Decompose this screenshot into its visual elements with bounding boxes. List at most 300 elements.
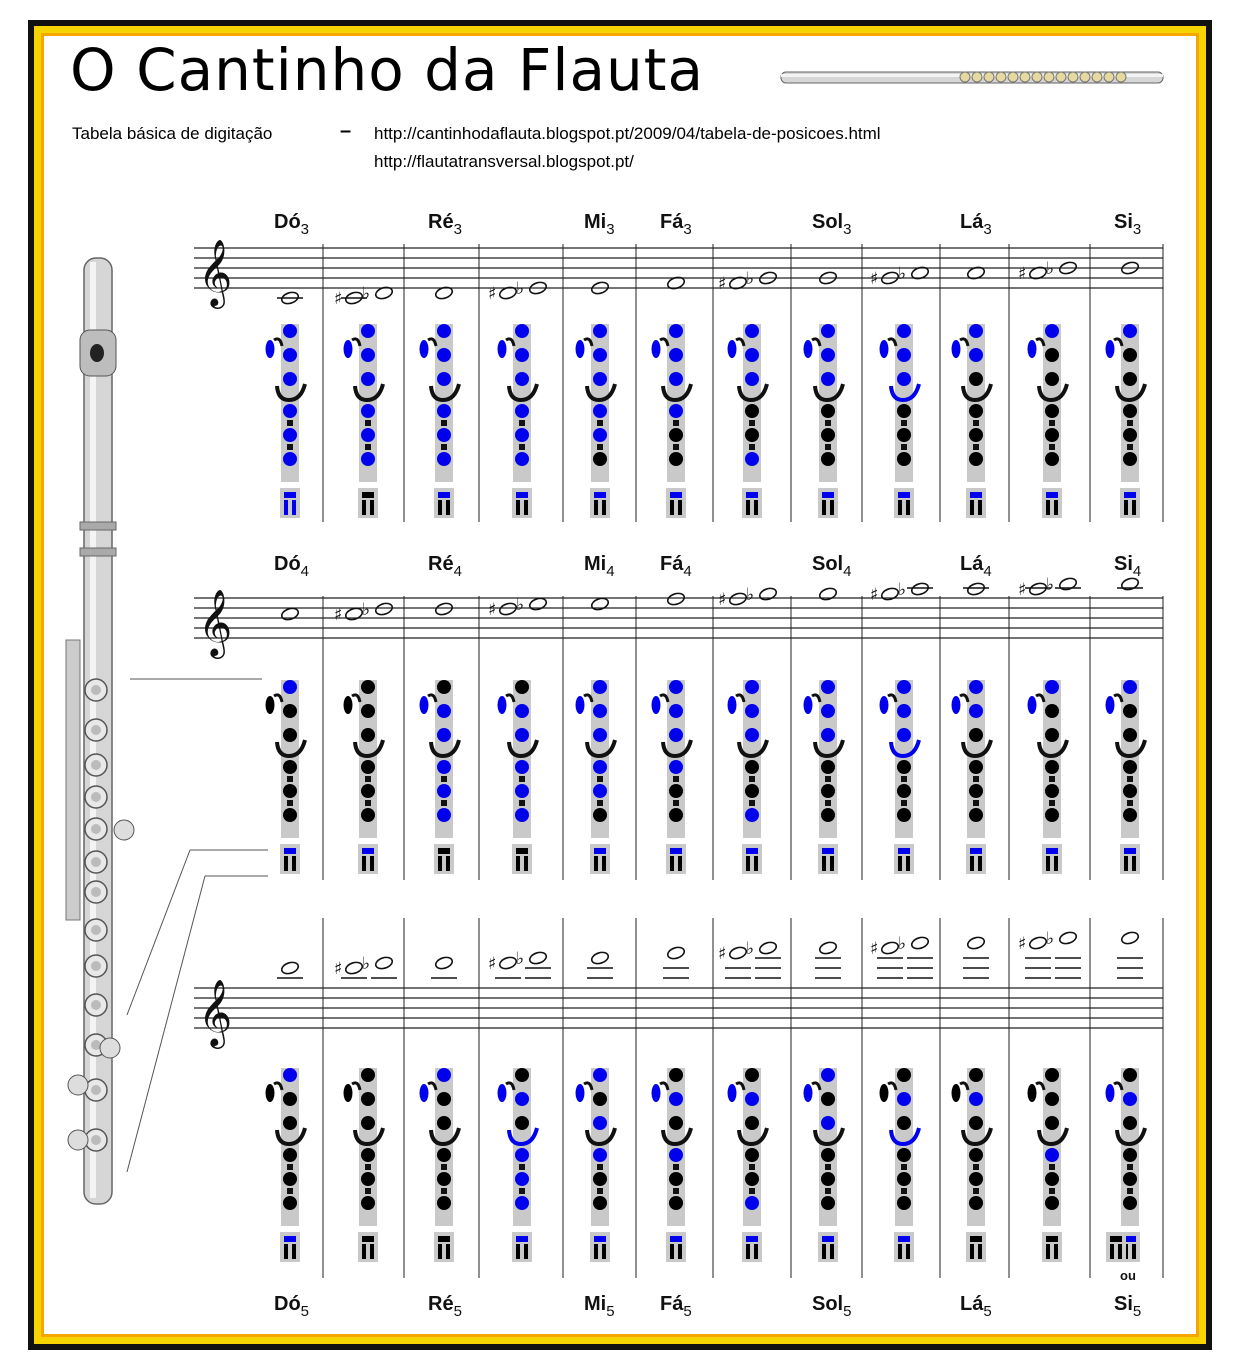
thumb-key [804,696,813,714]
finger-key [1045,1092,1059,1106]
finger-key [437,784,451,798]
c-key [1110,1244,1114,1259]
finger-key [1045,1148,1059,1162]
finger-key [283,1148,297,1162]
sharp-sign: ♯ [1018,580,1027,600]
finger-key [515,704,529,718]
finger-key [969,680,983,694]
note-head [344,606,363,621]
finger-key [283,704,297,718]
finger-key [897,1172,911,1186]
trill-key [901,420,907,426]
finger-key [969,1196,983,1210]
flute-key [972,72,982,82]
finger-key [745,728,759,742]
finger-key [593,1068,607,1082]
c-key [822,500,826,515]
trill-key [901,1164,907,1170]
cs-key [524,500,528,515]
thumb-lever [812,695,820,702]
note-head [1028,935,1047,950]
finger-key [361,1092,375,1106]
finger-key [969,760,983,774]
thumb-lever [274,1083,282,1090]
note-head [280,960,299,975]
thumb-lever [584,695,592,702]
note-head [344,960,363,975]
finger-key [283,404,297,418]
sharp-sign: ♯ [334,605,343,625]
finger-key [821,372,835,386]
flute-key [100,1038,120,1058]
finger-key [593,404,607,418]
sharp-sign: ♯ [334,289,343,309]
note-head [374,955,393,970]
c-key [284,1244,288,1259]
thumb-lever [736,339,744,346]
finger-key [897,784,911,798]
finger-key [515,372,529,386]
eb-key [898,848,910,854]
finger-key [745,404,759,418]
note-label-0-6: $Si_3$ [1114,211,1142,238]
finger-key [361,680,375,694]
finger-key [593,428,607,442]
flat-sign: ♭ [746,939,755,959]
finger-key [593,1196,607,1210]
finger-key [669,760,683,774]
trill-key [673,800,679,806]
flute-key [1044,72,1054,82]
finger-key [1045,784,1059,798]
finger-key [1123,428,1137,442]
trill-key [441,444,447,450]
c-key [898,856,902,871]
thumb-lever [960,1083,968,1090]
thumb-lever [428,339,436,346]
c-key [516,856,520,871]
finger-key [821,784,835,798]
trill-key [1049,800,1055,806]
trill-key [1127,1164,1133,1170]
finger-key [515,1092,529,1106]
finger-key [969,728,983,742]
fingering-row1-col5 [576,324,616,518]
finger-key [669,1092,683,1106]
finger-key [361,1196,375,1210]
fingering-row2-col2 [344,680,384,874]
finger-key [897,1092,911,1106]
note-head [880,586,899,601]
finger-key [745,1092,759,1106]
finger-key [821,760,835,774]
key-rods [66,640,80,920]
finger-key [969,1116,983,1130]
flute-key [68,1130,88,1150]
sharp-sign: ♯ [488,954,497,974]
thumb-lever [584,1083,592,1090]
eb-key [362,848,374,854]
finger-key [821,1068,835,1082]
finger-key [593,348,607,362]
note-head [880,940,899,955]
finger-key [821,404,835,418]
trill-key [749,1188,755,1194]
eb-key [438,492,450,498]
fingering-row3-col8 [804,1068,844,1262]
finger-key [1045,404,1059,418]
finger-key [669,452,683,466]
note-label-1-1: $Ré_4$ [428,553,462,580]
finger-key [593,1116,607,1130]
fingering-row1-col6 [652,324,692,518]
finger-key [1123,1172,1137,1186]
thumb-lever [888,339,896,346]
treble-clef: 𝄞 [198,238,233,306]
cs-key [754,856,758,871]
trill-key [1127,776,1133,782]
eb-key [970,492,982,498]
sharp-sign: ♯ [1018,934,1027,954]
note-label-2-6: $Si_5$ [1114,1293,1142,1320]
finger-key [361,1172,375,1186]
thumb-key [576,1084,585,1102]
c-key [362,856,366,871]
thumb-lever [660,339,668,346]
trill-key [441,800,447,806]
finger-key [669,728,683,742]
cs-key [446,1244,450,1259]
trill-key [825,1188,831,1194]
trill-key [973,776,979,782]
flat-sign: ♭ [746,585,755,605]
finger-key [897,428,911,442]
flat-sign: ♭ [746,269,755,289]
sharp-sign: ♯ [1018,264,1027,284]
finger-key [745,808,759,822]
finger-key [593,784,607,798]
finger-key [897,452,911,466]
finger-key [515,1148,529,1162]
finger-key [897,404,911,418]
finger-key [1123,348,1137,362]
finger-key [745,680,759,694]
trill-key [749,800,755,806]
c-key [284,500,288,515]
trill-key [825,420,831,426]
finger-key [283,1116,297,1130]
finger-key [669,428,683,442]
finger-key [669,704,683,718]
eb-key [746,848,758,854]
note-label-1-0: $Dó_4$ [274,553,310,580]
finger-key [897,1116,911,1130]
note-label-2-3: $Fá_5$ [660,1293,692,1320]
eb-key [822,1236,834,1242]
finger-key [1123,680,1137,694]
eb-key [1046,492,1058,498]
link-flauta-transversal[interactable]: http://flautatransversal.blogspot.pt/ [374,152,634,171]
thumb-lever [736,695,744,702]
finger-key [969,404,983,418]
finger-key [437,1116,451,1130]
subtitle: Tabela básica de digitação [72,124,273,143]
finger-key [1045,808,1059,822]
finger-key [515,784,529,798]
trill-key [673,420,679,426]
trill-key [287,1164,293,1170]
finger-key [437,808,451,822]
thumb-key [880,340,889,358]
finger-key [361,760,375,774]
thumb-lever [274,695,282,702]
finger-key [821,680,835,694]
note-head [528,596,547,611]
finger-key [745,1196,759,1210]
c-key [594,856,598,871]
c-key [970,500,974,515]
fingering-row3-col3 [420,1068,460,1262]
finger-key [1123,1068,1137,1082]
cs-key [524,1244,528,1259]
cs-key [524,856,528,871]
finger-key [821,704,835,718]
fingering-row3-col11 [1028,1068,1068,1262]
note-label-0-4: Sol$_3$ [812,211,852,238]
finger-key [361,784,375,798]
trill-key [441,1164,447,1170]
note-head [728,945,747,960]
finger-key [437,348,451,362]
finger-key [821,1092,835,1106]
cs-key [1132,856,1136,871]
finger-key [437,680,451,694]
thumb-lever [888,695,896,702]
thumb-lever [812,1083,820,1090]
sharp-sign: ♯ [870,939,879,959]
note-label-0-5: $Lá_3$ [960,211,992,238]
thumb-lever [736,1083,744,1090]
treble-clef: 𝄞 [198,588,233,656]
trill-key [365,1164,371,1170]
fingering-row2-col12 [1106,680,1146,874]
thumb-key [728,340,737,358]
finger-key [669,680,683,694]
sharp-sign: ♯ [870,585,879,605]
finger-key [515,680,529,694]
finger-key [283,760,297,774]
trill-key [597,776,603,782]
note-head [758,940,777,955]
thumb-lever [1114,695,1122,702]
trill-key [365,444,371,450]
finger-key [1045,428,1059,442]
thumb-key [652,1084,661,1102]
dash-separator: – [340,120,352,142]
c-key [516,1244,520,1259]
finger-key [821,808,835,822]
finger-key [593,760,607,774]
thumb-key [344,1084,353,1102]
note-head [910,935,929,950]
finger-key [821,324,835,338]
fingering-row3-col7 [728,1068,768,1262]
trill-key [1049,1188,1055,1194]
flat-sign: ♭ [362,600,371,620]
fingering-row1-col7 [728,324,768,518]
note-head [1058,576,1077,591]
cs-key [906,1244,910,1259]
c-key [438,500,442,515]
cs-key [978,1244,982,1259]
thumb-key [576,696,585,714]
embouchure-hole [90,344,104,362]
c-key [284,856,288,871]
trill-key [597,1188,603,1194]
note-label-1-3: $Fá_4$ [660,553,692,580]
trill-key [365,1188,371,1194]
fingering-row2-col4 [498,680,538,874]
treble-clef: 𝄞 [198,978,233,1046]
eb-key [670,848,682,854]
eb-key [970,1236,982,1242]
trill-key [749,1164,755,1170]
sharp-sign: ♯ [718,590,727,610]
finger-key [897,348,911,362]
sharp-sign: ♯ [488,600,497,620]
eb-key [516,1236,528,1242]
cs-key [978,500,982,515]
finger-key [669,1172,683,1186]
note-label-0-2: $Mi_3$ [584,211,615,238]
trill-key [673,1164,679,1170]
fingering-row2-col6 [652,680,692,874]
thumb-key [344,340,353,358]
eb-key [1046,1236,1058,1242]
trill-key [749,420,755,426]
finger-key [897,728,911,742]
finger-key [821,1148,835,1162]
finger-key [437,428,451,442]
finger-key [969,428,983,442]
trill-key [901,1188,907,1194]
finger-key [669,1148,683,1162]
eb-key [970,848,982,854]
thumb-key [420,1084,429,1102]
finger-key [1045,372,1059,386]
eb-key [594,1236,606,1242]
thumb-key [952,1084,961,1102]
finger-key [1045,760,1059,774]
cs-key [978,856,982,871]
finger-key [745,760,759,774]
trill-key [1049,1164,1055,1170]
trill-key [673,444,679,450]
trill-key [287,420,293,426]
eb-key [362,1236,374,1242]
fingering-row3-col2 [344,1068,384,1262]
trill-key [825,444,831,450]
finger-key [593,1148,607,1162]
finger-key [437,372,451,386]
eb-key [746,1236,758,1242]
trill-key [749,776,755,782]
flute-key [114,820,134,840]
finger-key [593,1092,607,1106]
finger-key [1045,1172,1059,1186]
trill-key [519,1164,525,1170]
note-head [498,601,517,616]
finger-key [593,680,607,694]
finger-key [283,324,297,338]
finger-key [969,348,983,362]
thumb-key [804,340,813,358]
finger-key [283,808,297,822]
thumb-key [498,1084,507,1102]
thumb-lever [1036,1083,1044,1090]
note-label-2-4: Sol$_5$ [812,1293,852,1320]
fingering-row2-col7 [728,680,768,874]
c-key [1046,856,1050,871]
thumb-lever [888,1083,896,1090]
finger-key [745,784,759,798]
finger-key [515,404,529,418]
trill-key [973,1164,979,1170]
flat-sign: ♭ [1046,259,1055,279]
flat-sign: ♭ [516,595,525,615]
finger-key [361,1068,375,1082]
thumb-key [576,340,585,358]
fingering-row3-col6 [652,1068,692,1262]
finger-key [515,1068,529,1082]
thumb-lever [352,339,360,346]
staff-octave-3 [194,238,1163,309]
finger-key [669,784,683,798]
thumb-key [1028,1084,1037,1102]
finger-key [745,324,759,338]
thumb-key [952,696,961,714]
c-key [746,500,750,515]
c-key [746,856,750,871]
finger-key [669,324,683,338]
fingering-row3-col1 [266,1068,306,1262]
thumb-lever [352,695,360,702]
cs-key [602,1244,606,1259]
trill-key [597,1164,603,1170]
thumb-lever [506,339,514,346]
finger-key [437,324,451,338]
note-label-2-2: $Mi_5$ [584,1293,615,1320]
note-label-0-0: $Dó_3$ [274,211,310,238]
finger-key [1045,728,1059,742]
trill-key [825,1164,831,1170]
link-tabela-posicoes[interactable]: http://cantinhodaflauta.blogspot.pt/2009/04/tabela-de-posicoes.html [374,124,881,143]
flat-sign: ♭ [362,284,371,304]
finger-key [969,704,983,718]
note-head [758,586,777,601]
thumb-lever [812,339,820,346]
eb-key [284,1236,296,1242]
cs-key [754,1244,758,1259]
trill-key [441,776,447,782]
finger-key [821,452,835,466]
cs-key [1118,1244,1122,1259]
thumb-lever [1036,339,1044,346]
fingering-row2-col3 [420,680,460,874]
cs-key [906,500,910,515]
c-key [1046,1244,1050,1259]
note-head [590,596,609,611]
